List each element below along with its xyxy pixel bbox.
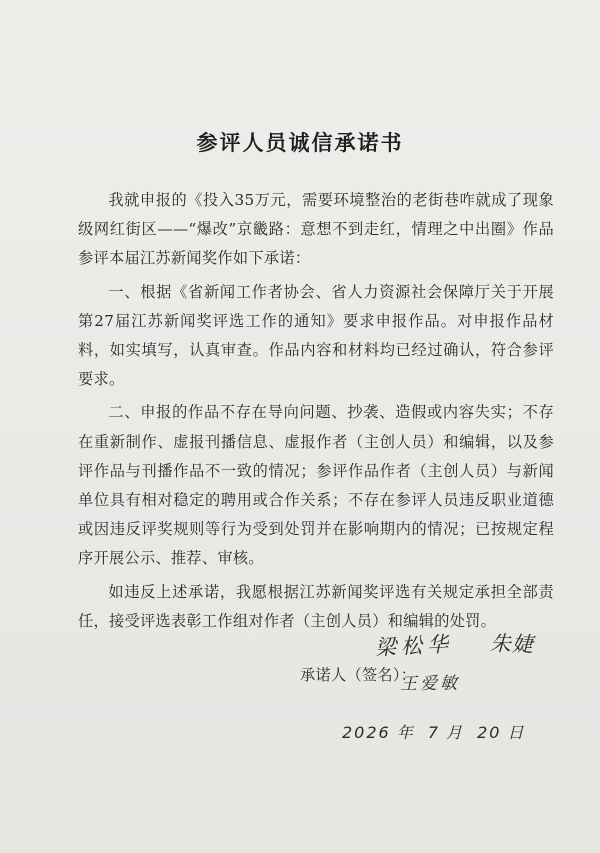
liability-paragraph: 如违反上述承诺，我愿根据江苏新闻奖评选有关规定承担全部责任，接受评选表彰工作组对作者（主创人员）和编辑的处罚。 [78,582,554,630]
handwritten-signature-2: 朱婕 [489,631,535,657]
date-year-unit: 年 [396,723,415,742]
handwritten-date [342,720,532,743]
commitment-paragraph-1: 一、根据《省新闻工作者协会、省人力资源社会保障厅关于开展第27届江苏新闻奖评选工作的通知》要求申报作品。对申报作品材料，如实填写，认真审查。作品内容和材料均已经过确认，符合参评要求。 [78,282,554,389]
date-year: 2026 [342,723,391,742]
handwritten-signature-1: 梁松华 [374,631,454,661]
document-body [78,186,554,640]
date-day-unit: 日 [507,723,526,742]
date-month: 7 [427,723,441,742]
intro-paragraph: 我就申报的《投入35万元，需要环境整治的老街巷咋就成了现象级网红街区——“爆改”京畿路：意想不到走红，情理之中出圈》作品参评本届江苏新闻奖作如下承诺： [78,191,554,268]
document-title: 参评人员诚信承诺书 [196,130,404,155]
date-month-unit: 月 [446,723,465,742]
commitment-paragraph-2: 二、申报的作品不存在导向问题、抄袭、造假或内容失实；不存在重新制作、虚报刊播信息、虚报作者（主创人员）和编辑，以及参评作品与刊播作品不一致的情况；参评作品作者（主创人员）与新闻单位具有相对稳定的聘用或合作关系；不存在参评人员违反职业道德或因违反评奖规则等行为受到处罚并在影响期内的情况；已按规定程序开展公示、推荐、审核。 [78,403,554,568]
handwritten-signature-3: 王爱敏 [399,673,461,695]
date-day: 20 [477,723,502,742]
signer-label: 承诺人（签名）： [300,666,417,684]
